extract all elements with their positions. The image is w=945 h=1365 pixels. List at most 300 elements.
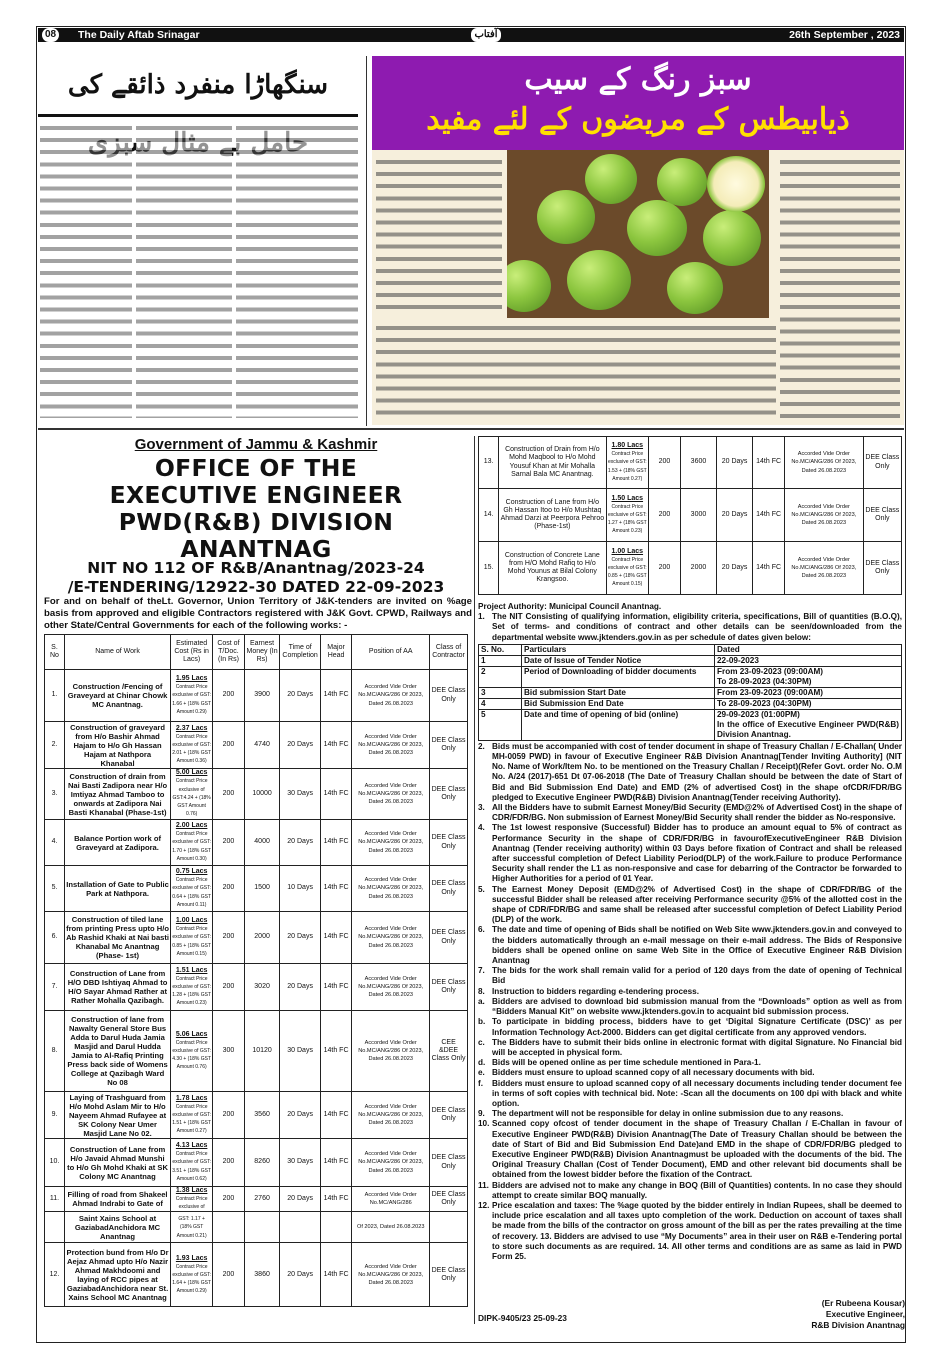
work-time: 20 Days — [280, 912, 320, 964]
work-tdoc: 200 — [213, 912, 245, 964]
term-number: a. — [478, 996, 485, 1006]
term-number: f. — [478, 1078, 484, 1088]
work-class — [430, 1212, 468, 1243]
work-row — [45, 1243, 468, 1307]
term-number: 4. — [478, 823, 485, 833]
work-row — [45, 866, 468, 912]
article-left-column-2 — [136, 122, 232, 418]
term-text: Bids must be accompanied with cost of tender document in shape of Treasury Challan / E-Challan( Under MH-0059 PWD) in favour of Executive Engineer R&B Division Anantnag[Tender Inviting Authority] (NIT No. Name of Work/Item No. to be mentioned on the Treasury Challan / Receipt)(Refer Govt. order No. O.M No. A/24 (2017)-651 Dt 07-06-2018 (The Date of Treasury Challan should be between the date of Start of Bid and Bid Submission End Date) and EMD (2% of advertised Cost) in the shape ofCDR/FDR/BG pledged to Executive Engineer PWD(R&B) Division Anantnag(Tender receiving Authority). — [492, 741, 902, 802]
term-text: All the Bidders have to submit Earnest Money/Bid Security (EMD@2% of Advertised Cost) in the shape of CDR/FDR/BG. Non submission of Earnest Money/Bid Security shall render the bidder as No-responsive. — [492, 803, 902, 823]
work-emd: 4740 — [244, 722, 280, 769]
work-cost — [171, 964, 213, 1011]
schedule-col-sno: S. No. — [479, 644, 522, 655]
work-head: 14th FC — [320, 769, 352, 820]
work-row — [479, 489, 902, 542]
tender-terms — [478, 602, 902, 1262]
schedule-row — [479, 698, 902, 709]
work-time: 30 Days — [280, 769, 320, 820]
work-cost-value: 1.00 Lacs — [611, 547, 644, 555]
schedule-row — [479, 655, 902, 666]
work-row — [45, 670, 468, 722]
signatory-name: (Er Rubeena Kousar) — [821, 1298, 905, 1308]
term-text: The NIT Consisting of qualifying information, eligibility criteria, specifications, Bill of quantities (B.O.Q), Set of terms- and conditions of contract and other details can be seen/downloaded from the departmental website www.jktenders.gov.in as per schedule of dates given below: — [492, 612, 902, 642]
work-cost — [171, 722, 213, 769]
work-cost-value: 2.00 Lacs — [175, 822, 208, 830]
work-cost-note: GST: 1.17 + (18% GST Amount 0.21) — [176, 1216, 207, 1239]
term-text: The department will not be responsible for delay in online submission due to any reasons. — [492, 1109, 844, 1119]
work-sno: 14. — [479, 489, 499, 542]
article-right-text-filler — [376, 322, 776, 422]
apple-shape — [585, 154, 637, 204]
schedule-particular: Date of Issue of Tender Notice — [522, 655, 715, 666]
work-aa: Accorded Vide Order No.MC/ANG/286 Of 2023, Dated 26.08.2023 — [352, 769, 430, 820]
term-text: The Bidders have to submit their bids online in electronic format with digital Signature. No Financial bid will be accepted in physical form. — [492, 1037, 902, 1057]
work-time: 20 Days — [717, 489, 753, 542]
work-time: 20 Days — [280, 820, 320, 866]
work-name: Filling of road from Shakeel Ahmad Indrabi to Gate of — [64, 1187, 170, 1212]
work-aa: Accorded Vide Order No.MC/ANG/286 Of 2023, Dated 26.08.2023 — [785, 542, 864, 595]
work-time: 30 Days — [280, 1139, 320, 1187]
term-text: Bids will be opened online as per time schedule mentioned in Para-1. — [492, 1058, 761, 1068]
work-row — [45, 1092, 468, 1139]
work-row — [45, 722, 468, 769]
article-right-text-filler — [376, 156, 502, 316]
work-time: 20 Days — [280, 1092, 320, 1139]
term-item — [478, 1109, 902, 1119]
work-head: 14th FC — [320, 1187, 352, 1212]
article-left-column-1 — [236, 122, 358, 418]
term-text: The date and time of opening of Bids shall be notified on Web Site www.jktenders.gov.in and conveyed to the bidders automatically through an e-mail message on their e-mail address. The Bids of Responsive bidders shall be opened online on same Web Site in the Office of Executive Engineer R&B Division Anantnag — [492, 925, 902, 966]
schedule-particular: Period of Downloading of bidder documents — [522, 666, 715, 687]
work-row — [45, 1212, 468, 1243]
work-class: DEE Class Only — [430, 722, 468, 769]
term-number: 10. — [478, 1119, 490, 1129]
col-tdoc: Cost of T/Doc. (In Rs) — [213, 635, 245, 670]
work-cost-value: 5.06 Lacs — [175, 1030, 208, 1038]
work-name: Construction of lane from Nawalty General Store Bus Adda to Darul Huda Jamia Masjid and Darul Hudda Jamia to Al-Rafiq Printing Press back side of Womens College at Qazibagh Ward No 08 — [64, 1011, 170, 1092]
term-number: 2. — [478, 741, 485, 751]
work-sno: 3. — [45, 769, 65, 820]
work-cost — [171, 912, 213, 964]
work-class: DEE Class Only — [430, 820, 468, 866]
work-aa: Accorded Vide Order No.MC/ANG/286 Of 2023, Dated 26.08.2023 — [352, 912, 430, 964]
work-cost-value: 2.37 Lacs — [175, 724, 208, 732]
work-head: 14th FC — [320, 820, 352, 866]
work-cost — [171, 866, 213, 912]
work-tdoc — [213, 1212, 245, 1243]
work-sno: 1. — [45, 670, 65, 722]
work-head: 14th FC — [320, 866, 352, 912]
article-left-column-3 — [40, 122, 132, 418]
work-cost-value: 1.38 Lacs — [175, 1187, 208, 1194]
term-number: 8. — [478, 986, 485, 996]
work-emd: 1500 — [244, 866, 280, 912]
work-row — [45, 1011, 468, 1092]
article-right-headline-box — [372, 56, 904, 150]
nit-line-2: /E-TENDERING/12922-30 DATED 22-09-2023 — [67, 578, 445, 596]
work-cost — [171, 1187, 213, 1212]
work-aa: Accorded Vide Order No.MC/ANG/286 Of 2023, Dated 26.08.2023 — [352, 964, 430, 1011]
work-aa: Accorded Vide Order No.MC/ANG/286 Of 2023, Dated 26.08.2023 — [352, 670, 430, 722]
work-time: 10 Days — [280, 866, 320, 912]
work-cost-note: Contract Price exclusive of GST: 1.51 + (18% GST Amount 0.27) — [172, 1103, 212, 1135]
term-item — [478, 1017, 902, 1037]
work-row — [479, 542, 902, 595]
work-name: Construction of Lane from H/o Gh Hassan Itoo to H/o Mushtaq Ahmad Darzi at Peerpora Pehroo (Phase-1st) — [499, 489, 606, 542]
term-item — [478, 885, 902, 926]
work-sno: 7. — [45, 964, 65, 1011]
work-head: 14th FC — [320, 1243, 352, 1307]
work-cost-value: 0.75 Lacs — [175, 868, 208, 876]
work-class: DEE Class Only — [430, 1243, 468, 1307]
work-cost — [171, 769, 213, 820]
work-name: Construction of graveyard from H/o Bashir Ahmad Hajam to H/o Gh Hassan Hajam at Nathpora Khanabal — [64, 722, 170, 769]
work-cost-note: Contract Price exclusive of GST: 1.27 + (18% GST Amount 0.23) — [607, 503, 647, 535]
work-sno: 12. — [45, 1243, 65, 1307]
work-tdoc: 200 — [213, 722, 245, 769]
col-aa: Position of AA — [352, 635, 430, 670]
work-class: DEE Class Only — [430, 670, 468, 722]
work-name: Construction of drain from Nai Basti Zadipora near H/o Imtiyaz Ahmad Tamboo to onwards at Zadipora Nai Basti Khanabal (Phase-1st) — [64, 769, 170, 820]
work-name: Saint Xains School at GaziabadAnchidora MC Anantnag — [64, 1212, 170, 1243]
work-name: Construction of tiled lane from printing Press upto H/o Ab Rashid Khaki at Nai basti Khanabal Mc Anantnag (Phase- 1st) — [64, 912, 170, 964]
work-name: Construction of Lane from H/o Javaid Ahmad Munshi to H/o Gh Mohd Khaki at SK Colony MC Anantnag — [64, 1139, 170, 1187]
term-text: The 1st lowest responsive (Successful) Bidder has to produce an amount equal to 5% of contract as Performance Security in the shape of CDR/FDR/BG in favourofExecutiveEngineer R&B Division Anantnag (Tender receiving authority) within 03 Days before fixation of Contract and shall be released after successful completion of Defect Liability Period(DLP) of the work.Failure to produce Performance Security shall render the L1 as non-responsive and case for debarring of the Contractor be forwarded to Higher Authorities for a period of 01 Year. — [492, 823, 902, 884]
works-table — [44, 634, 468, 1307]
term-number: e. — [478, 1068, 485, 1078]
work-cost-value: 1.51 Lacs — [175, 966, 208, 974]
work-class: DEE Class Only — [430, 866, 468, 912]
work-class: DEE Class Only — [863, 437, 901, 489]
schedule-row — [479, 709, 902, 740]
office-line: EXECUTIVE ENGINEER — [109, 481, 403, 509]
notice-office-title — [38, 455, 474, 563]
work-cost-note: Contract Price exclusive of GST: 1.66 + (18% GST Amount 0.29) — [172, 684, 212, 715]
work-class: DEE Class Only — [430, 912, 468, 964]
terms-list — [478, 742, 902, 1262]
work-emd: 2760 — [244, 1187, 280, 1212]
term-item — [478, 823, 902, 884]
term-item — [478, 803, 902, 823]
work-cost-note: Contract Price exclusive of GST: 0.85 + (18% GST Amount 0.15) — [172, 926, 212, 957]
work-sno: 5. — [45, 866, 65, 912]
work-head: 14th FC — [753, 437, 785, 489]
work-head: 14th FC — [320, 722, 352, 769]
schedule-sno: 3 — [479, 687, 522, 698]
work-head — [320, 1212, 352, 1243]
work-emd: 3860 — [244, 1243, 280, 1307]
work-cost-note: Contract Price exclusive of GST: 3.51 + (18% GST Amount 0.62) — [172, 1151, 212, 1182]
work-cost-value: 1.78 Lacs — [175, 1094, 208, 1102]
term-item — [478, 1058, 902, 1068]
work-tdoc: 200 — [213, 1092, 245, 1139]
work-emd: 10120 — [244, 1011, 280, 1092]
notice-government: Government of Jammu & Kashmir — [134, 436, 378, 453]
work-emd: 3020 — [244, 964, 280, 1011]
work-sno: 6. — [45, 912, 65, 964]
work-tdoc: 200 — [213, 1243, 245, 1307]
work-head: 14th FC — [753, 489, 785, 542]
work-time: 20 Days — [280, 964, 320, 1011]
work-time: 20 Days — [280, 1187, 320, 1212]
work-emd: 3600 — [680, 437, 716, 489]
work-emd: 3000 — [680, 489, 716, 542]
work-cost-note: Contract Price exclusive of GST: 1.70 + (18% GST Amount 0.30) — [172, 831, 212, 862]
work-tdoc: 200 — [213, 1139, 245, 1187]
office-line: OFFICE OF THE — [154, 454, 358, 482]
work-class: DEE Class Only — [430, 1139, 468, 1187]
term-number: 9. — [478, 1109, 485, 1119]
work-head: 14th FC — [320, 912, 352, 964]
work-row — [45, 1139, 468, 1187]
work-time: 20 Days — [280, 1243, 320, 1307]
apple-shape — [537, 190, 595, 244]
term-number: 3. — [478, 803, 485, 813]
work-tdoc: 200 — [213, 820, 245, 866]
term-number: b. — [478, 1017, 486, 1027]
work-cost — [171, 670, 213, 722]
work-aa: Accorded Vide Order No.MC/ANG/286 Of 2023, Dated 26.08.2023 — [785, 489, 864, 542]
col-emd: Earnest Money (In Rs) — [244, 635, 280, 670]
cut-apple-shape — [707, 156, 765, 212]
work-cost — [606, 489, 649, 542]
work-emd: 8260 — [244, 1139, 280, 1187]
term-text: Bidders are advised to download bid submission manual from the “Downloads” option as well as from “Bidders Manual Kit” on website www.jktenders.gov.in to acquaint bid submission process. — [492, 996, 902, 1017]
schedule-date: From 23-09-2023 (09:00AM) — [715, 687, 902, 698]
work-cost-value: 1.50 Lacs — [611, 494, 644, 502]
work-aa: Accorded Vide Order No.MC/ANG/286 Of 2023, Dated 26.08.2023 — [352, 1011, 430, 1092]
work-class: DEE Class Only — [863, 489, 901, 542]
article-right-headline-line1: سبز رنگ کے سیب — [524, 62, 752, 97]
work-time: 20 Days — [280, 670, 320, 722]
work-sno — [45, 1212, 65, 1243]
article-left-text-filler — [136, 122, 232, 418]
term-item — [478, 987, 902, 997]
work-cost-note: Contract Price exclusive of GST: 0.64 + (18% GST Amount 0.11) — [172, 877, 212, 908]
work-cost — [606, 437, 649, 489]
schedule-date: 22-09-2023 — [715, 655, 902, 666]
schedule-date: To 28-09-2023 (04:30PM) — [715, 698, 902, 709]
newspaper-name: The Daily Aftab Srinagar — [78, 29, 200, 41]
work-name: Construction of Concrete Lane from H/O Mohd Rafiq to H/o Mohd Younus at Bilal Colony Krangsoo. — [499, 542, 606, 595]
article-right-column-1 — [780, 156, 900, 422]
schedule-date: 29-09-2023 (01:00PM) In the office of Executive Engineer PWD(R&B) Division Anantnag. — [715, 709, 902, 740]
work-aa: Of 2023, Dated 26.08.2023 — [352, 1212, 430, 1243]
term-number: 11. — [478, 1180, 489, 1190]
article-left-text-filler — [236, 122, 358, 418]
masthead-logo: آفتاب — [471, 28, 501, 42]
term-number: 12. — [478, 1200, 490, 1210]
schedule-row — [479, 687, 902, 698]
work-head: 14th FC — [753, 542, 785, 595]
work-name: Balance Portion work of Graveyard at Zadipora. — [64, 820, 170, 866]
schedule-sno: 2 — [479, 666, 522, 687]
schedule-header — [479, 644, 902, 655]
office-line: PWD(R&B) DIVISION — [118, 508, 394, 536]
work-name: Construction of Drain from H/o Mohd Maqbool to H/o Mohd Yousuf Khan at Mir Mohalla Sarnal Bala MC Anantnag. — [499, 437, 606, 489]
work-cost-value: 1.93 Lacs — [175, 1254, 208, 1262]
dipk-number: DIPK-9405/23 25-09-23 — [478, 1313, 567, 1323]
schedule-col-dated: Dated — [715, 644, 902, 655]
work-class: CEE &DEE Class Only — [430, 1011, 468, 1092]
work-emd: 2000 — [244, 912, 280, 964]
work-aa: Accorded Vide Order No.MC/ANG/286 — [352, 1187, 430, 1212]
work-aa: Accorded Vide Order No.MC/ANG/286 Of 2023, Dated 26.08.2023 — [352, 1139, 430, 1187]
nit-number — [38, 559, 474, 597]
work-aa: Accorded Vide Order No.MC/ANG/286 Of 2023, Dated 26.08.2023 — [352, 820, 430, 866]
work-time: 20 Days — [717, 437, 753, 489]
work-cost-value: 5.00 Lacs — [175, 769, 208, 777]
schedule-sno: 4 — [479, 698, 522, 709]
schedule-particular: Date and time of opening of bid (online) — [522, 709, 715, 740]
term-item — [478, 1201, 902, 1262]
work-tdoc: 200 — [213, 670, 245, 722]
signatory-title: Executive Engineer, — [825, 1309, 905, 1319]
work-cost — [171, 1212, 213, 1243]
term-text: Instruction to bidders regarding e-tendering process. — [492, 986, 699, 996]
apple-shape — [627, 200, 687, 256]
col-head: Major Head — [320, 635, 352, 670]
term-number: d. — [478, 1058, 486, 1068]
work-sno: 15. — [479, 542, 499, 595]
work-cost-value: 1.00 Lacs — [175, 917, 208, 925]
term-text: Bidders must ensure to upload scanned copy of all necessary documents with bid. — [492, 1068, 815, 1078]
office-line: ANANTNAG — [180, 535, 332, 563]
work-row — [45, 769, 468, 820]
schedule-particular: Bid submission Start Date — [522, 687, 715, 698]
article-right-text-filler — [780, 156, 900, 422]
work-cost-note: Contract Price exclusive of GST: 1.53 + (18% GST Amount 0.27) — [607, 451, 647, 482]
work-name: Construction of Lane from H/O DBD Ishtiyaq Ahmad to H/O Sayar Ahmad Rather at Rather Mohalla Qazibagh. — [64, 964, 170, 1011]
term-text: Price escalation and taxes: The %age quoted by the bidder entirely in Indian Rupees, shall be deemed to include price escalation and all taxes upto completion of the work. Deduction on account of taxes shall be made from the bills of the contractor on gross amount of the bill as per the rates prevailing at the time of recovery. 13. Bidders are advised to use “My Documents” area in their user on R&B e-Tendering portal to store such documents as are required. 14. All other terms and conditions are as same as laid in PWD Form 25. — [492, 1200, 902, 1261]
work-cost — [171, 820, 213, 866]
works-table-continued — [478, 436, 902, 595]
work-class: DEE Class Only — [430, 1092, 468, 1139]
work-aa: Accorded Vide Order No.MC/ANG/286 Of 2023, Dated 26.08.2023 — [352, 722, 430, 769]
term-item — [478, 1181, 902, 1201]
work-class: DEE Class Only — [430, 1187, 468, 1212]
nit-line-1: NIT NO 112 OF R&B/Anantnag/2023-24 — [87, 559, 425, 577]
work-sno: 13. — [479, 437, 499, 489]
work-tdoc: 200 — [213, 866, 245, 912]
work-tdoc: 200 — [649, 437, 681, 489]
work-time: 30 Days — [280, 1011, 320, 1092]
work-cost-value: 1.95 Lacs — [175, 675, 208, 683]
work-tdoc: 200 — [213, 1187, 245, 1212]
article-left-text-filler — [40, 122, 132, 418]
work-head: 14th FC — [320, 1139, 352, 1187]
work-row — [45, 912, 468, 964]
term-number: 6. — [478, 925, 485, 935]
article-right-column-3 — [376, 322, 776, 422]
col-class: Class of Contractor — [430, 635, 468, 670]
schedule-table — [478, 644, 902, 741]
work-tdoc: 200 — [213, 769, 245, 820]
work-cost-note: Contract Price exclusive of GST: 2.01 + (18% GST Amount 0.36) — [172, 733, 212, 765]
notice-intro: For and on behalf of theLt. Governor, Union Territory of J&K-tenders are invited on %age basis from approved and eligible Contractors registered with J&K Govt. CPWD, Railways and other State/Central Governments for each of the following works: - — [44, 596, 472, 631]
work-tdoc: 200 — [649, 542, 681, 595]
term-number: 7. — [478, 966, 485, 976]
works-table-header — [45, 635, 468, 670]
work-cost — [171, 1243, 213, 1307]
article-right-column-2 — [376, 156, 502, 316]
col-sno: S. No — [45, 635, 65, 670]
work-head: 14th FC — [320, 1011, 352, 1092]
work-cost-note: Contract Price exclusive of GST: 1.64 + (18% GST Amount 0.29) — [172, 1263, 212, 1295]
work-row — [45, 1187, 468, 1212]
notice-column-divider — [474, 436, 475, 1324]
work-cost — [171, 1139, 213, 1187]
signatory-office: R&B Division Anantnag — [811, 1320, 905, 1330]
apple-shape — [507, 260, 551, 312]
work-cost-note: Contract Price exclusive of GST: 0.85 + (18% GST Amount 0.15) — [607, 556, 647, 588]
term-item — [478, 742, 902, 803]
work-aa: Accorded Vide Order No.MC/ANG/286 Of 2023, Dated 26.08.2023 — [352, 1243, 430, 1307]
col-name: Name of Work — [64, 635, 170, 670]
article-divider — [366, 56, 367, 426]
work-name: Laying of Trashguard from H/o Mohd Aslam Mir to H/o Nayeem Ahmad Rufayee at SK Colony Near Umer Masjid Lane No 02. — [64, 1092, 170, 1139]
schedule-particular: Bid Submission End Date — [522, 698, 715, 709]
term-item — [478, 997, 902, 1017]
work-sno: 11. — [45, 1187, 65, 1212]
term-item — [478, 966, 902, 986]
term-number: 5. — [478, 884, 485, 894]
work-aa: Accorded Vide Order No.MC/ANG/286 Of 2023, Dated 26.08.2023 — [352, 866, 430, 912]
work-time: 20 Days — [280, 722, 320, 769]
work-cost — [171, 1092, 213, 1139]
work-cost-note: Contract Price exclusive of GST: 4.30 + (18% GST Amount 0.76) — [172, 1039, 212, 1071]
green-apples-image — [507, 150, 769, 318]
work-cost — [171, 1011, 213, 1092]
work-head: 14th FC — [320, 670, 352, 722]
work-cost-note: Contract Price exclusive of GST:4.24 + (18% GST Amount 0.76) — [172, 778, 211, 818]
work-time: 20 Days — [717, 542, 753, 595]
work-sno: 9. — [45, 1092, 65, 1139]
work-row — [479, 437, 902, 489]
work-cost — [606, 542, 649, 595]
schedule-sno: 1 — [479, 655, 522, 666]
work-class: DEE Class Only — [430, 964, 468, 1011]
term-text: Bidders are advised not to make any change in BOQ (Bill of Quantities) contents. In no case they should attempt to create similar BOQ manually. — [492, 1180, 902, 1200]
work-class: DEE Class Only — [430, 769, 468, 820]
work-cost-note: Contract Price exclusive of — [175, 1196, 208, 1211]
work-sno: 8. — [45, 1011, 65, 1092]
schedule-col-particulars: Particulars — [522, 644, 715, 655]
work-class: DEE Class Only — [863, 542, 901, 595]
work-head: 14th FC — [320, 964, 352, 1011]
term-text: To participate in bidding process, bidders have to get ‘Digital Signature Certificate (DSC)’ as per Information Technology Act-2000. Bidders can get digital certificate from any approved vendors. — [492, 1017, 902, 1037]
project-authority: Project Authority: Municipal Council Anantnag. — [478, 602, 662, 611]
work-name: Protection bund from H/o Dr Aejaz Ahmad upto H/o Nazir Ahmad Makhdoomi and laying of RCC pipes at GaziabadAnchidora near St. Xains School MC Anantnag — [64, 1243, 170, 1307]
schedule-sno: 5 — [479, 709, 522, 740]
work-emd: 4000 — [244, 820, 280, 866]
page-number: 08 — [42, 28, 59, 42]
work-sno: 10. — [45, 1139, 65, 1187]
term-text: The bids for the work shall remain valid for a period of 120 days from the date of opening of Technical Bid — [492, 966, 902, 986]
col-time: Time of Completion — [280, 635, 320, 670]
work-emd: 10000 — [244, 769, 280, 820]
term-item — [478, 1038, 902, 1058]
term-number: c. — [478, 1037, 485, 1047]
schedule-date: From 23-09-2023 (09:00AM) To 28-09-2023 (04:30PM) — [715, 666, 902, 687]
term-item: 1. The NIT Consisting of qualifying information, eligibility criteria, specifications, Bill of quantities (B.O.Q), Set of terms- and conditions of contract and other details can be seen/downloaded from the departmental website www.jktenders.gov.in as per schedule of dates given below: — [478, 612, 902, 642]
term-text: Scanned copy ofcost of tender document in the shape of Treasury Challan / E-Challan in favour of Executive Engineer PWD(R&B) Division Anantnag(The Date of Treasury Challan should be between the date of Start of Bid and Bid Submission End Date)and EMD in the shape of CDR/FDR/BG pledged to Executive Engineer PWD(R&B) Division Anantnagmust be uploaded with the documents of the bid. The Original Treasury Challan (Cost of Tender Document), EMD and other relevant bid documents shall be obtained from the lowest bidder before the fixation of the Contract. — [492, 1119, 902, 1180]
apple-shape — [567, 250, 631, 310]
work-aa: Accorded Vide Order No.MC/ANG/286 Of 2023, Dated 26.08.2023 — [785, 437, 864, 489]
work-tdoc: 300 — [213, 1011, 245, 1092]
col-cost: Estimated Cost (Rs in Lacs) — [171, 635, 213, 670]
signature-block — [705, 1298, 905, 1331]
